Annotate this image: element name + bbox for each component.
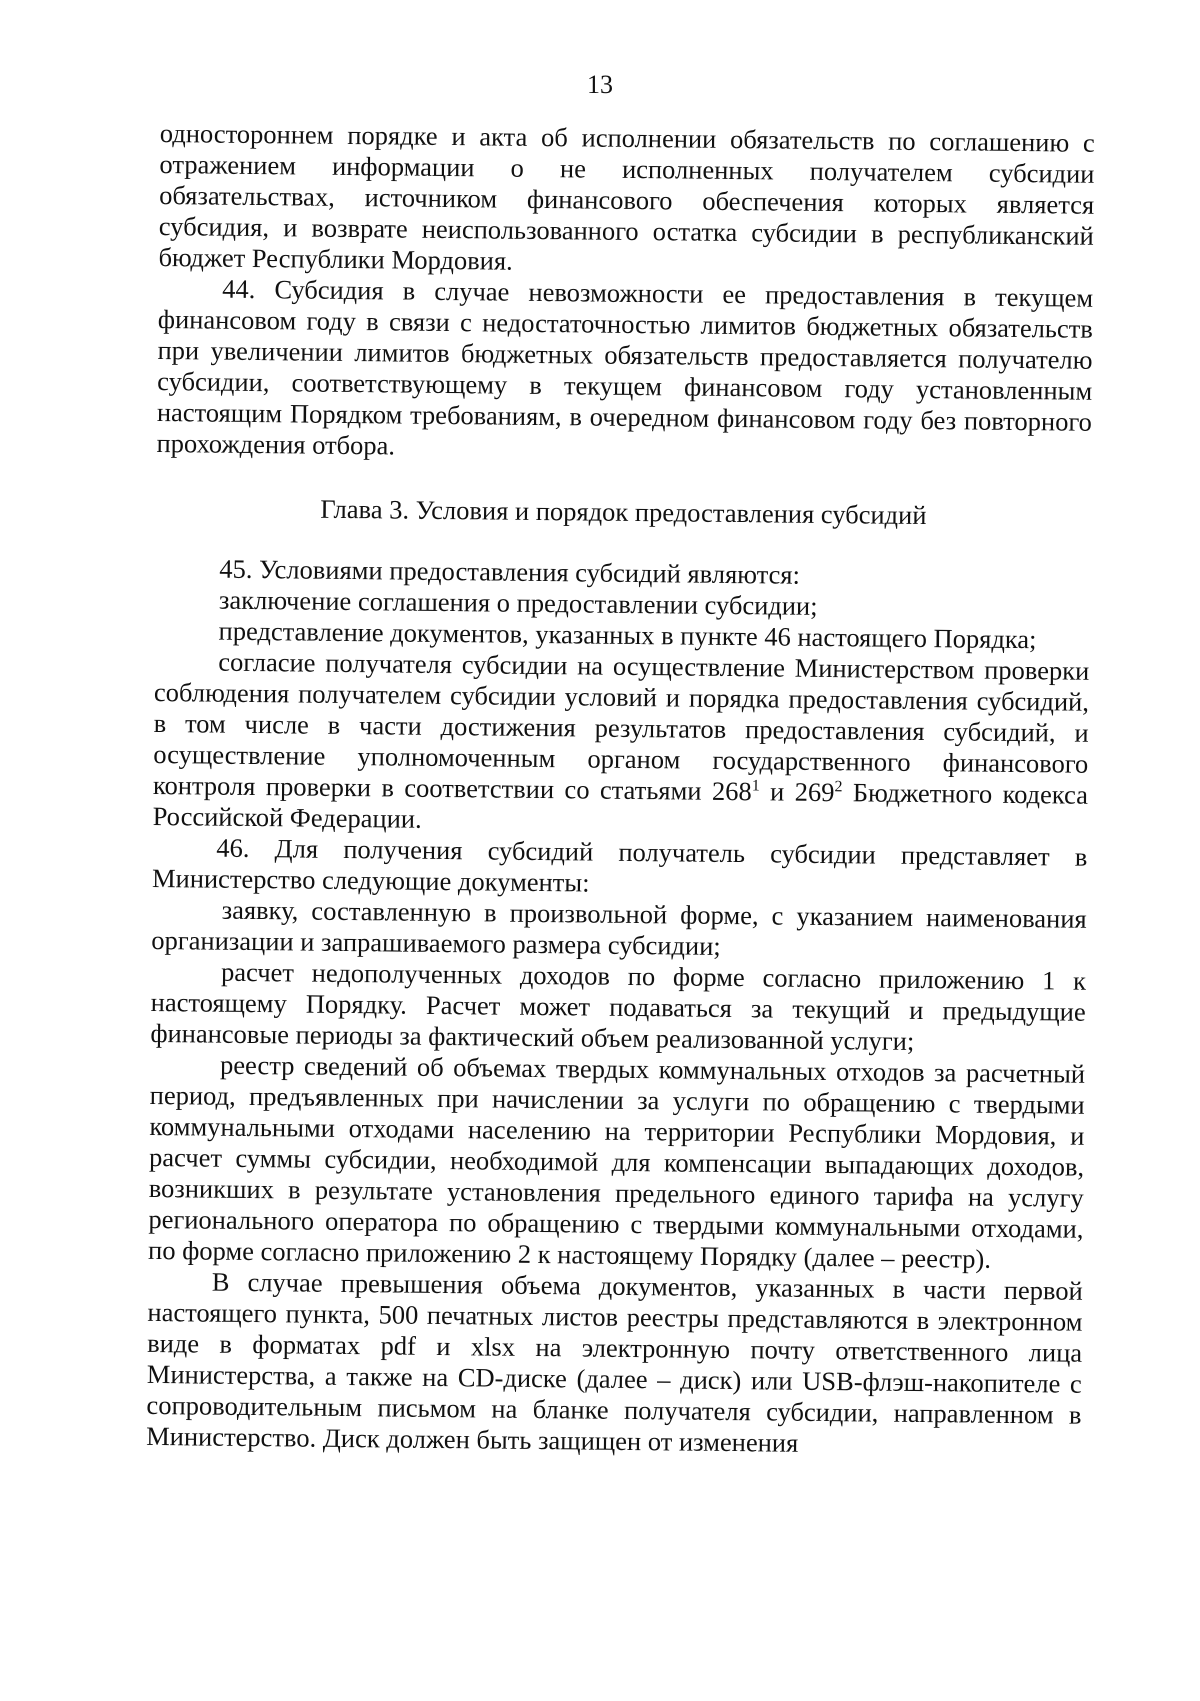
paragraph-46-heading: 46. Для получения субсидий получатель субсидии представляет в Министерство следующие документы:	[151, 832, 1088, 898]
paragraph-45-item-2: представление документов, указанных в пункте 46 настоящего Порядка;	[218, 615, 1037, 655]
page-number: 13	[587, 70, 613, 99]
paragraph-45-item-1: заключение соглашения о предоставлении субсидии;	[218, 584, 818, 621]
chapter-title: Глава 3. Условия и порядок предоставления субсидий	[320, 493, 927, 531]
paragraph-45-heading: 45. Условиями предоставления субсидий являются:	[219, 553, 801, 590]
article-ref-2-sup: 2	[834, 778, 843, 796]
paragraph-46-item-1: заявку, составленную в произвольной форме, с указанием наименования организации и запрашиваемого размера субсидии;	[151, 894, 1087, 961]
paragraph-continuation: одностороннем порядке и акта об исполнении обязательств по соглашению с отражением информации о не исполненных получателем субсидии обязательствах, источником финансового обеспечения которых является субсидия, и возврате неиспользованного остатка субсидии в республиканский бюджет Республики Мордовия.	[158, 118, 1095, 276]
article-ref-1: 268	[711, 775, 752, 807]
paragraph-45-item-3-text: согласие получателя субсидии на осуществление Министерством проверки соблюдения получателем субсидии условий и порядка предоставления субсидий, в том числе в части достижения результатов предоставления субсидий, и осуществление уполномоченным органом государственного финансового контроля проверки в соответствии со статьями	[152, 646, 1090, 806]
paragraph-46-item-2: расчет недополученных доходов по форме согласно приложению 1 к настоящему Порядку. Расчет может подаваться за текущий и предыдущие финансовые периоды за фактический объем реализованной услуги;	[150, 956, 1087, 1056]
article-ref-2: 269	[794, 776, 835, 808]
paragraph-45-item-3-end: Бюджетного кодекса Российской Федерации.	[152, 777, 1089, 834]
conjunction: и	[759, 776, 795, 807]
document-body	[146, 118, 1095, 1462]
article-ref-1-sup: 1	[751, 777, 760, 795]
paragraph-44: 44. Субсидия в случае невозможности ее предоставления в текущем финансовом году в связи с недостаточностью лимитов бюджетных обязательств при увеличении лимитов бюджетных обязательств предоставляется получателю субсидии, соответствующему в текущем финансовом году установленным настоящим Порядком требованиям, в очередном финансовом году без повторного прохождения отбора.	[156, 273, 1094, 461]
paragraph-45-item-3	[153, 646, 1090, 842]
paragraph-46-note: В случае превышения объема документов, указанных в части первой настоящего пункта, 500 печатных листов реестры представляются в электронном виде в форматах pdf и xlsx на электронную почту ответственного лица Министерства, а также на CD-диске (далее – диск) или USB-флэш-накопителе с сопроводительным письмом на бланке получателя субсидии, направленном в Министерство. Диск должен быть защищен от изменения	[146, 1266, 1083, 1458]
paragraph-46-item-3: реестр сведений об объемах твердых коммунальных отходов за расчетный период, предъявленных при начислении за услуги по обращению с твердыми коммунальными отходами населению на территории Республики Мордовия, и расчет суммы субсидии, необходимой для компенсации выпадающих доходов, возникших в результате установления предельного единого тарифа на услугу регионального оператора по обращению с твердыми коммунальными отходами, по форме согласно приложению 2 к настоящему Порядку (далее – реестр).	[147, 1049, 1086, 1274]
